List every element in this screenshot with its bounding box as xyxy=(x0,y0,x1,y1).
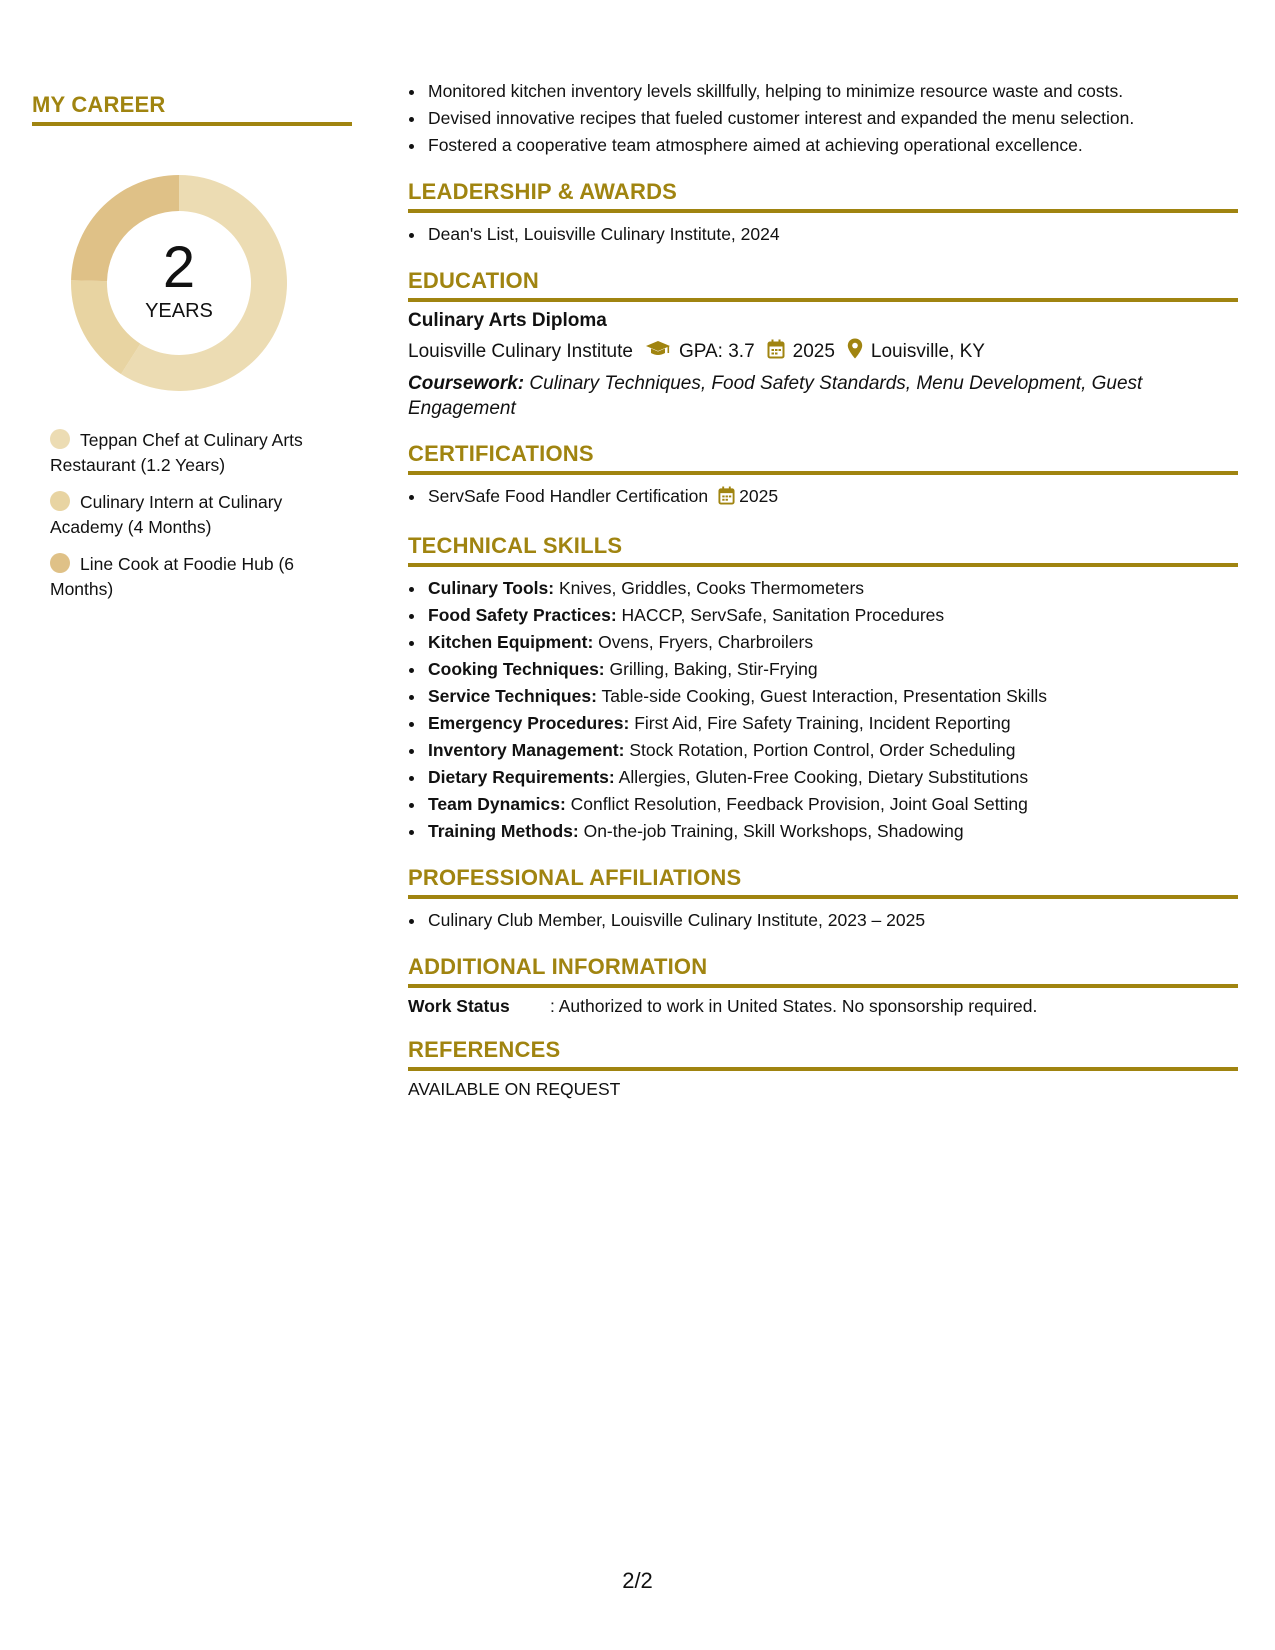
skill-value: Ovens, Fryers, Charbroilers xyxy=(598,632,814,652)
skill-label: Kitchen Equipment: xyxy=(428,632,594,652)
legend-label: Line Cook at Foodie Hub (6 Months) xyxy=(50,554,295,599)
list-item xyxy=(426,683,1238,710)
education-gpa: GPA: 3.7 xyxy=(678,340,755,362)
legend-dot xyxy=(50,491,70,511)
affiliations-list xyxy=(408,907,1238,934)
affiliations-section-title: PROFESSIONAL AFFILIATIONS xyxy=(408,865,1238,899)
list-item xyxy=(426,710,1238,737)
coursework-label: Coursework: xyxy=(408,373,525,394)
skill-value: Table-side Cooking, Guest Interaction, Presentation Skills xyxy=(601,686,1047,706)
references-text: AVAILABLE ON REQUEST xyxy=(408,1079,621,1099)
experience-bullets xyxy=(408,78,1238,159)
legend-label: Culinary Intern at Culinary Academy (4 Months) xyxy=(50,492,283,537)
list-item xyxy=(426,575,1238,602)
legend-dot xyxy=(50,553,70,573)
career-years-number: 2 xyxy=(162,235,196,300)
location-pin-icon xyxy=(847,338,863,365)
coursework-text: Culinary Techniques, Food Safety Standards, Menu Development, Guest Engagement xyxy=(408,373,1143,419)
skill-label: Food Safety Practices: xyxy=(428,605,617,625)
skill-value: Allergies, Gluten-Free Cooking, Dietary Substitutions xyxy=(618,767,1029,787)
work-status-row xyxy=(408,996,1238,1017)
career-section-title: MY CAREER xyxy=(32,92,352,126)
skill-value: Conflict Resolution, Feedback Provision, Joint Goal Setting xyxy=(570,794,1028,814)
graduation-cap-icon xyxy=(645,340,671,364)
list-item xyxy=(426,629,1238,656)
leadership-section-title: LEADERSHIP & AWARDS xyxy=(408,179,1238,213)
education-year: 2025 xyxy=(792,340,835,362)
list-item xyxy=(426,656,1238,683)
calendar-icon xyxy=(718,486,735,513)
list-item xyxy=(426,602,1238,629)
skill-value: Knives, Griddles, Cooks Thermometers xyxy=(558,578,865,598)
legend-label: Teppan Chef at Culinary Arts Restaurant (1.2 Years) xyxy=(50,430,303,475)
skill-label: Service Techniques: xyxy=(428,686,597,706)
education-section-title: EDUCATION xyxy=(408,268,1238,302)
career-years-unit: YEARS xyxy=(145,300,213,322)
list-item xyxy=(426,818,1238,845)
main-content xyxy=(408,78,1238,1100)
skill-value: Grilling, Baking, Stir-Frying xyxy=(609,659,818,679)
list-item xyxy=(426,791,1238,818)
career-donut-chart xyxy=(64,168,294,398)
list-item: • Monitored kitchen inventory levels skillfully, helping to minimize resource waste and costs. xyxy=(426,78,1238,105)
work-status-value: : Authorized to work in United States. No sponsorship required. xyxy=(550,996,1038,1016)
skill-label: Emergency Procedures: xyxy=(428,713,630,733)
skills-list xyxy=(408,575,1238,845)
skill-value: First Aid, Fire Safety Training, Incident Reporting xyxy=(634,713,1011,733)
additional-section-title: ADDITIONAL INFORMATION xyxy=(408,954,1238,988)
certification-year: 2025 xyxy=(739,486,779,506)
skills-section-title: TECHNICAL SKILLS xyxy=(408,533,1238,567)
list-item: • Culinary Club Member, Louisville Culinary Institute, 2023 – 2025 xyxy=(426,907,1238,934)
calendar-icon xyxy=(767,339,785,365)
skill-label: Culinary Tools: xyxy=(428,578,555,598)
certification-name: ServSafe Food Handler Certification xyxy=(428,486,709,506)
list-item: • Devised innovative recipes that fueled customer interest and expanded the menu selection. xyxy=(426,105,1238,132)
page-number: 2/2 xyxy=(622,1568,653,1593)
legend-item xyxy=(50,428,352,478)
list-item xyxy=(426,483,1238,513)
education-details xyxy=(408,338,1238,365)
education-school: Louisville Culinary Institute xyxy=(408,340,633,362)
sidebar xyxy=(32,92,352,614)
legend-dot xyxy=(50,429,70,449)
leadership-list xyxy=(408,221,1238,248)
work-status-key: Work Status xyxy=(408,996,510,1016)
list-item xyxy=(426,764,1238,791)
skill-label: Dietary Requirements: xyxy=(428,767,615,787)
skill-label: Inventory Management: xyxy=(428,740,625,760)
list-item: • Dean's List, Louisville Culinary Institute, 2024 xyxy=(426,221,1238,248)
legend-item xyxy=(50,552,352,602)
education-degree: Culinary Arts Diploma xyxy=(408,310,607,331)
education-location: Louisville, KY xyxy=(870,340,985,362)
education-coursework xyxy=(408,371,1238,421)
skill-label: Team Dynamics: xyxy=(428,794,566,814)
skill-label: Training Methods: xyxy=(428,821,579,841)
skill-value: Stock Rotation, Portion Control, Order Scheduling xyxy=(629,740,1016,760)
career-legend xyxy=(50,428,352,602)
certifications-list xyxy=(408,483,1238,513)
donut-center xyxy=(64,168,294,398)
skill-label: Cooking Techniques: xyxy=(428,659,605,679)
skill-value: HACCP, ServSafe, Sanitation Procedures xyxy=(621,605,945,625)
list-item: • Fostered a cooperative team atmosphere aimed at achieving operational excellence. xyxy=(426,132,1238,159)
references-section-title: REFERENCES xyxy=(408,1037,1238,1071)
skill-value: On-the-job Training, Skill Workshops, Shadowing xyxy=(583,821,964,841)
list-item xyxy=(426,737,1238,764)
legend-item xyxy=(50,490,352,540)
certifications-section-title: CERTIFICATIONS xyxy=(408,441,1238,475)
